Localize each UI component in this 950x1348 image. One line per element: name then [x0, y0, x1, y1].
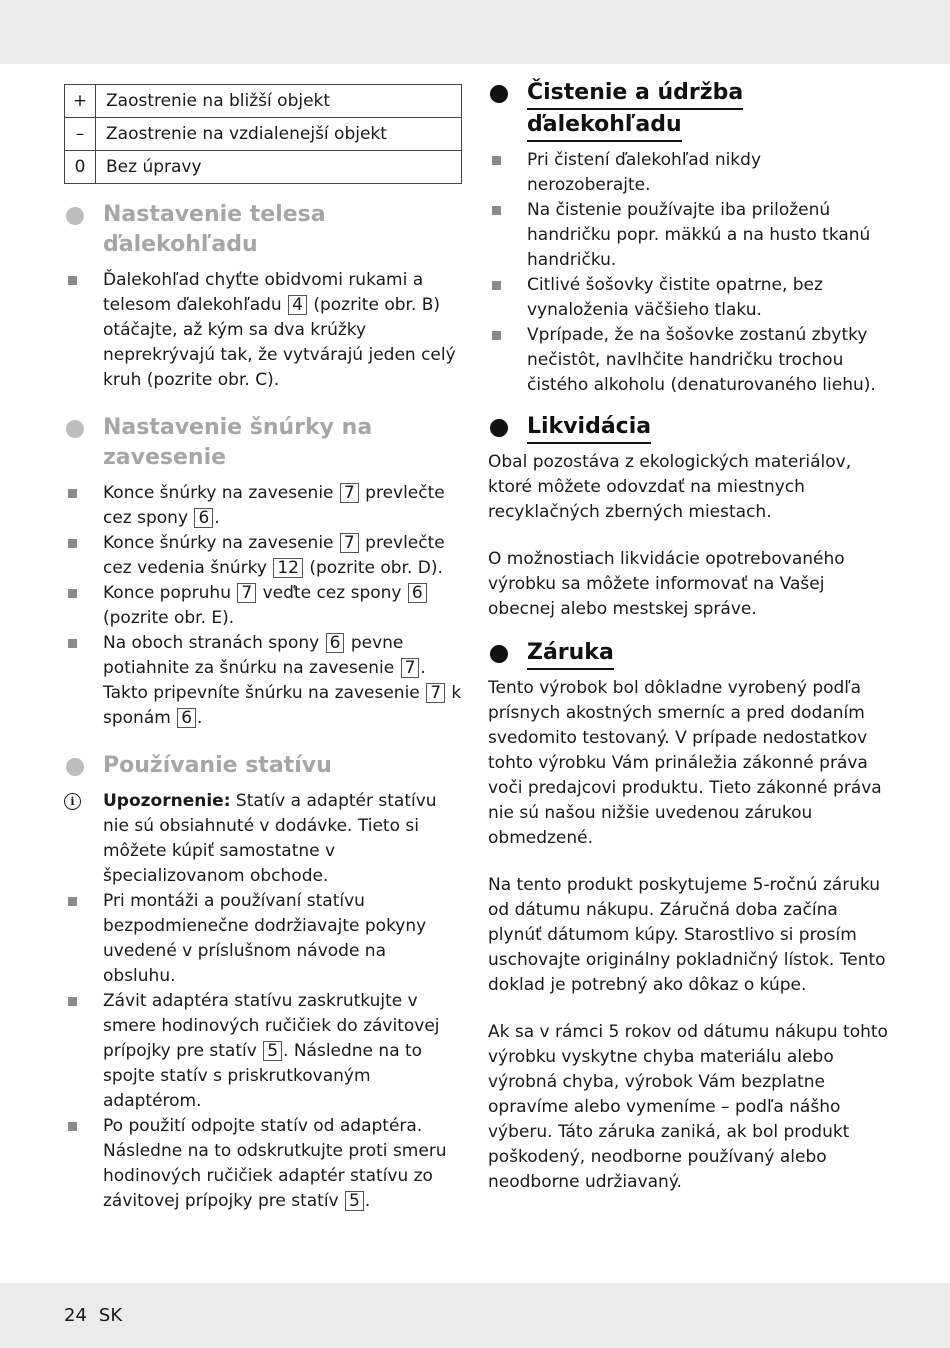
part-ref-badge: 7: [401, 658, 420, 678]
list-item: Ďalekohľad chyťte obidvomi rukami a telesom ďalekohľadu 4 (pozrite obr. B) otáčajte, až kým sa dva krúžky neprekrývajú tak, že vytvárajú jeden celý kruh (pozrite obr. C).: [64, 268, 462, 393]
page-footer: [64, 1304, 134, 1328]
bullet-circle-icon: [66, 420, 84, 438]
square-bullet-icon: [68, 539, 77, 548]
legend-text: Zaostrenie na vzdialenejší objekt: [96, 118, 462, 151]
list-item: Konce popruhu 7 veďte cez spony 6 (pozrite obr. E).: [64, 581, 462, 631]
part-ref-badge: 6: [194, 508, 213, 528]
disposal-paragraph: Obal pozostáva z ekologických materiálov, ktoré môžete odovzdať na miestnych recyklačných zberných miestach.: [488, 452, 852, 522]
part-ref-badge: 6: [177, 708, 196, 728]
top-bar: [0, 0, 950, 64]
table-row: [65, 151, 462, 184]
part-ref-badge: 5: [345, 1191, 364, 1211]
part-ref-badge: 7: [340, 483, 359, 503]
legend-text: Bez úpravy: [96, 151, 462, 184]
tripod-note: i Upozornenie: Statív a adaptér statívu nie sú obsiahnuté v dodávke. Tieto si môžete kúpiť samostatne v špecializovanom obchode.: [64, 789, 462, 889]
legend-text: Zaostrenie na bližší objekt: [96, 85, 462, 118]
square-bullet-icon: [68, 897, 77, 906]
legend-symbol: +: [65, 85, 96, 118]
list-item: Pri čistení ďalekohľad nikdy nerozoberajte.: [488, 148, 888, 198]
warranty-paragraph: Tento výrobok bol dôkladne vyrobený podľa prísnych akostných smerníc a pred dodaním svedomito testovaný. V prípade nedostatkov tohto výrobku Vám prináležia zákonné práva voči predajcovi produktu. Tieto zákonné práva nie sú našou nižšie uvedenou zárukou obmedzené.: [488, 678, 882, 848]
language-code: SK: [98, 1305, 123, 1326]
legend-symbol: –: [65, 118, 96, 151]
section-heading-body-adjust: Nastavenie telesa ďalekohľadu: [64, 200, 462, 260]
bottom-bar: [0, 1283, 950, 1348]
list-item: Na čistenie používajte iba priloženú handričku popr. mäkkú a na husto tkanú handričku.: [488, 198, 888, 273]
table-row: [65, 85, 462, 118]
square-bullet-icon: [68, 276, 77, 285]
list-item: Citlivé šošovky čistite opatrne, bez vynaloženia väčšieho tlaku.: [488, 273, 888, 323]
warranty-paragraph: Ak sa v rámci 5 rokov od dátumu nákupu tohto výrobku vyskytne chyba materiálu alebo výrobná chyba, výrobok Vám bezplatne opravíme alebo vymeníme – podľa nášho výberu. Táto záruka zaniká, ak bol produkt poškodený, neodborne používaný alebo neodborne udržiavaný.: [488, 1022, 888, 1192]
list-item: Po použití odpojte statív od adaptéra. Následne na to odskrutkujte proti smeru hodinových ručičiek adaptér statívu zo závitovej prípojky pre statív 5 .: [64, 1114, 462, 1214]
section-heading-warranty: Záruka: [488, 638, 888, 670]
part-ref-badge: 7: [340, 533, 359, 553]
square-bullet-icon: [68, 997, 77, 1006]
part-ref-badge: 5: [263, 1041, 282, 1061]
part-ref-badge: 6: [326, 633, 345, 653]
list-item: Vprípade, že na šošovke zostanú zbytky nečistôt, navlhčite handričku trochou čistého alkoholu (denaturovaného liehu).: [488, 323, 888, 398]
info-icon: i: [64, 793, 81, 810]
strap-list: [64, 481, 462, 731]
part-ref-badge: 12: [273, 558, 303, 578]
part-ref-badge: 7: [237, 583, 256, 603]
section-heading-cleaning: Čistenie a údržba ďalekohľadu: [488, 78, 888, 142]
bullet-circle-icon: [490, 419, 508, 437]
part-ref-badge: 6: [408, 583, 427, 603]
section-heading-strap: Nastavenie šnúrky na zavesenie: [64, 413, 462, 473]
part-ref-badge: 4: [288, 295, 307, 315]
cleaning-list: [488, 148, 888, 398]
bullet-circle-icon: [490, 645, 508, 663]
list-item: Konce šnúrky na zavesenie 7 prevlečte cez spony 6 .: [64, 481, 462, 531]
list-item: Pri montáži a používaní statívu bezpodmienečne dodržiavajte pokyny uvedené v príslušnom návode na obsluhu.: [64, 889, 462, 989]
section-heading-disposal: Likvidácia: [488, 412, 888, 444]
bullet-circle-icon: [66, 207, 84, 225]
left-column: [64, 84, 462, 1214]
square-bullet-icon: [492, 281, 501, 290]
square-bullet-icon: [68, 639, 77, 648]
square-bullet-icon: [68, 1122, 77, 1131]
list-item: Konce šnúrky na zavesenie 7 prevlečte cez vedenia šnúrky 12 (pozrite obr. D).: [64, 531, 462, 581]
square-bullet-icon: [492, 206, 501, 215]
part-ref-badge: 7: [426, 683, 445, 703]
disposal-paragraph: O možnostiach likvidácie opotrebovaného výrobku sa môžete informovať na Vašej obecnej alebo mestskej správe.: [488, 549, 845, 619]
tripod-list: [64, 889, 462, 1214]
table-row: [65, 118, 462, 151]
list-item: Závit adaptéra statívu zaskrutkujte v smere hodinových ručičiek do závitovej prípojky pre statív 5 . Následne na to spojte statív s priskrutkovaným adaptérom.: [64, 989, 462, 1114]
list-item: Na oboch stranách spony 6 pevne potiahnite za šnúrku na zavesenie 7 . Takto pripevníte šnúrku na zavesenie 7 k sponám 6 .: [64, 631, 462, 731]
focus-legend-table: [64, 84, 462, 184]
body-adjust-list: [64, 268, 462, 393]
square-bullet-icon: [492, 156, 501, 165]
warranty-paragraph: Na tento produkt poskytujeme 5-ročnú záruku od dátumu nákupu. Záručná doba začína plynúť dátumom kúpy. Starostlivo si prosím uschovajte originálny pokladničný lístok. Tento doklad je potrebný ako dôkaz o kúpe.: [488, 875, 886, 995]
bullet-circle-icon: [66, 758, 84, 776]
square-bullet-icon: [492, 331, 501, 340]
square-bullet-icon: [68, 489, 77, 498]
square-bullet-icon: [68, 589, 77, 598]
section-heading-tripod: Používanie statívu: [64, 751, 462, 781]
bullet-circle-icon: [490, 85, 508, 103]
legend-symbol: 0: [65, 151, 96, 184]
page-number: 24: [64, 1305, 87, 1326]
right-column: [488, 78, 888, 1217]
